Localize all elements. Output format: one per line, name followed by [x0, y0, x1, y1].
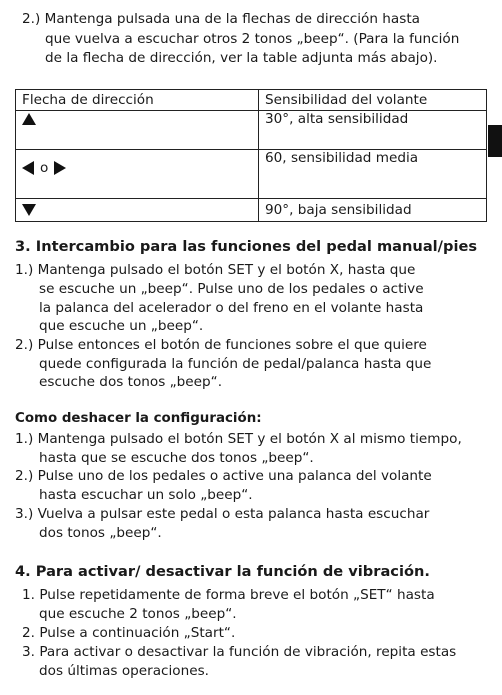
table-row [16, 150, 487, 199]
section3-step2-line-1: 2.) Pulse entonces el botón de funciones sobre el que quiere [15, 337, 427, 353]
arrow-up-icon [22, 113, 36, 125]
or-text: o [40, 160, 49, 176]
undo-step1-line-2: hasta que se escuche dos tonos „beep“. [39, 450, 314, 466]
table-header-direction: Flecha de dirección [16, 90, 259, 111]
undo-title: Como deshacer la configuración: [15, 411, 262, 426]
undo-step3-line-2: dos tonos „beep“. [39, 525, 162, 541]
arrow-left-icon [22, 161, 34, 175]
chapter-tab-marker [488, 125, 502, 157]
undo-step2-line-2: hasta escuchar un solo „beep“. [39, 487, 253, 503]
intro-step-line-3: de la flecha de dirección, ver la table adjunta más abajo). [45, 50, 438, 66]
intro-step-line-1: 2.) Mantenga pulsada una de la flechas de dirección hasta [22, 11, 420, 27]
table-header-sensitivity: Sensibilidad del volante [259, 90, 487, 111]
table-row [16, 111, 487, 150]
section3-step1-line-4: que escuche un „beep“. [39, 318, 204, 334]
section4-step1-line-1: 1. Pulse repetidamente de forma breve el botón „SET“ hasta [22, 587, 435, 603]
undo-step2-line-1: 2.) Pulse uno de los pedales o active una palanca del volante [15, 468, 432, 484]
arrow-right-icon [54, 161, 66, 175]
section4-step3-line-2: dos últimas operaciones. [39, 663, 210, 679]
table-cell-value: 60, sensibilidad media [259, 150, 487, 199]
section3-step1-line-3: la palanca del acelerador o del freno en el volante hasta [39, 300, 424, 316]
section4-title: 4. Para activar/ desactivar la función de vibración. [15, 563, 430, 580]
section4-step1-line-2: que escuche 2 tonos „beep“. [39, 606, 237, 622]
direction-sensitivity-table [15, 89, 487, 222]
section3-step1-line-2: se escuche un „beep“. Pulse uno de los pedales o active [39, 281, 424, 297]
section3-step1-line-1: 1.) Mantenga pulsado el botón SET y el botón X, hasta que [15, 262, 416, 278]
table-cell-value: 90°, baja sensibilidad [259, 199, 487, 222]
section4-step2-line-1: 2. Pulse a continuación „Start“. [22, 625, 236, 641]
intro-step-line-2: que vuelva a escuchar otros 2 tonos „beep“. (Para la función [45, 31, 460, 47]
undo-step3-line-1: 3.) Vuelva a pulsar este pedal o esta palanca hasta escuchar [15, 506, 430, 522]
table-cell-value: 30°, alta sensibilidad [259, 111, 487, 150]
section3-step2-line-2: quede configurada la función de pedal/palanca hasta que [39, 356, 432, 372]
undo-step1-line-1: 1.) Mantenga pulsado el botón SET y el botón X al mismo tiempo, [15, 431, 462, 447]
section3-title: 3. Intercambio para las funciones del pedal manual/pies [15, 238, 478, 255]
section3-step2-line-3: escuche dos tonos „beep“. [39, 374, 223, 390]
table-row [16, 199, 487, 222]
section4-step3-line-1: 3. Para activar o desactivar la función de vibración, repita estas [22, 644, 457, 660]
table-header-row [16, 90, 487, 111]
arrow-down-icon [22, 204, 36, 216]
